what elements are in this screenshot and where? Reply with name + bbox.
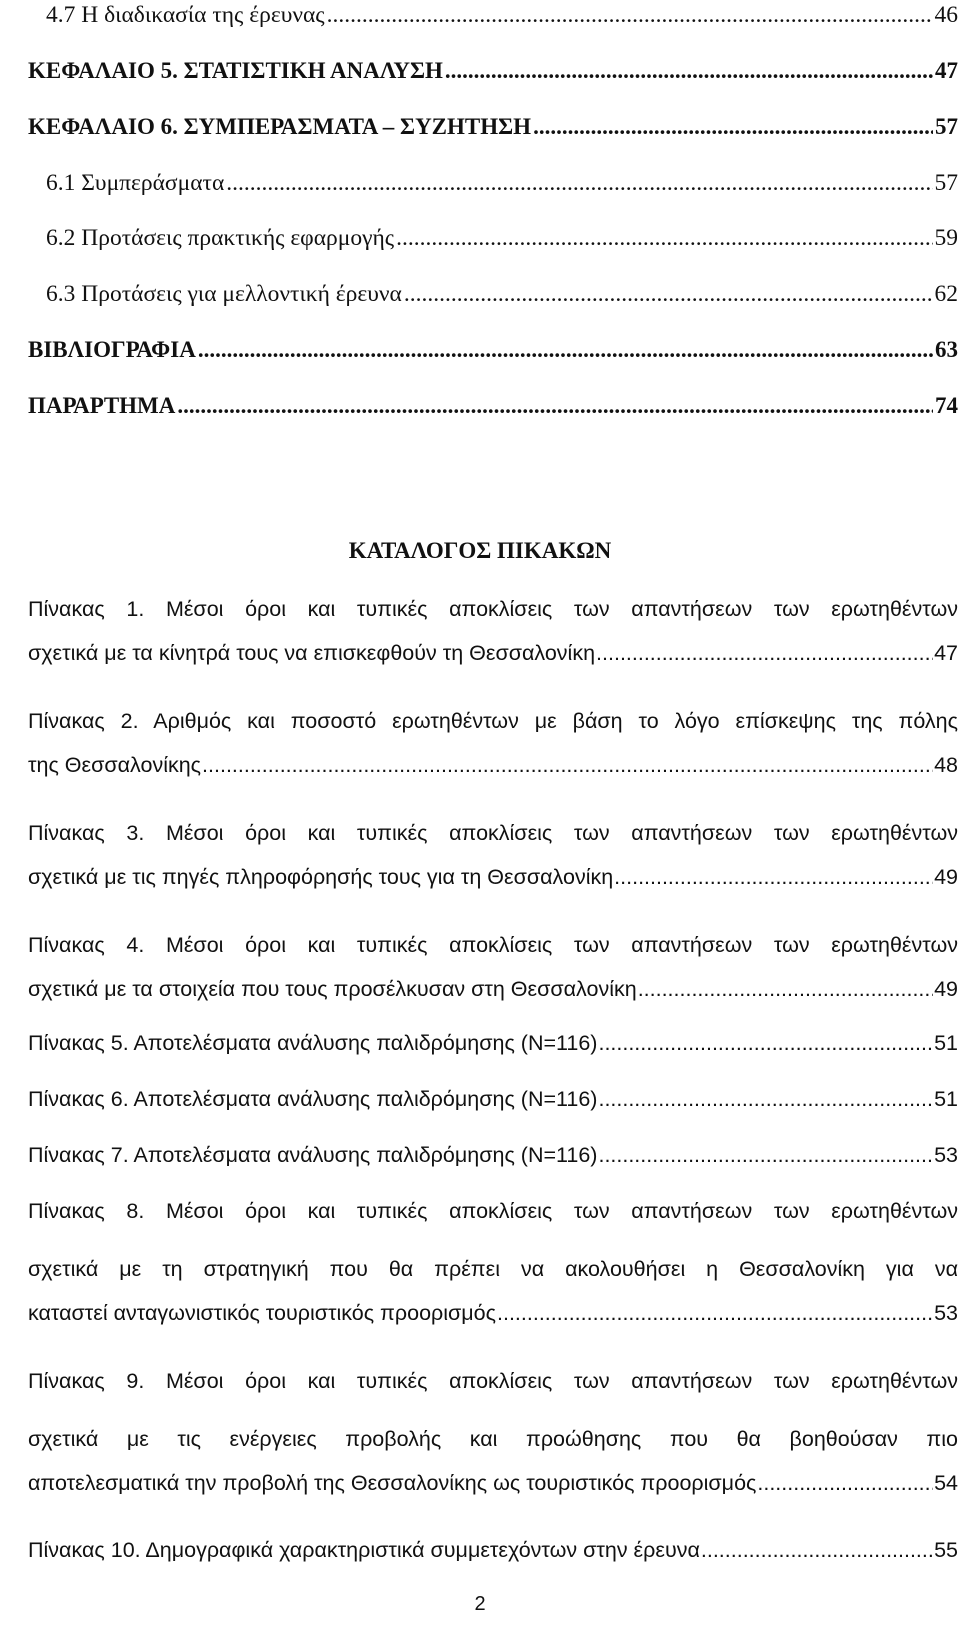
toc-entry-page: 59	[934, 225, 958, 251]
entry-label: Πίνακας 5. Αποτελέσματα ανάλυσης παλιδρόμησης (N=116)	[28, 1031, 598, 1055]
table-list-entry	[28, 1084, 958, 1114]
entry-last-line	[28, 1298, 958, 1328]
dot-leader	[396, 223, 932, 253]
toc-entry	[28, 56, 958, 86]
dot-leader	[327, 0, 933, 30]
toc-entry-label: ΚΕΦΑΛΑΙΟ 5. ΣΤΑΤΙΣΤΙΚΗ ΑΝΑΛΥΣΗ	[28, 58, 443, 83]
entry-label: Πίνακας 7. Αποτελέσματα ανάλυσης παλιδρόμησης (N=116)	[28, 1143, 598, 1167]
table-list-entry	[28, 580, 958, 668]
dot-leader	[596, 638, 933, 668]
entry-page: 53	[934, 1143, 958, 1167]
dot-leader	[404, 279, 933, 309]
entry-page: 47	[934, 641, 958, 665]
entry-last-line	[28, 1140, 958, 1170]
entry-line: Πίνακας 2. Αριθμός και ποσοστό ερωτηθέντων με βάση το λόγο επίσκεψης της πόλης	[28, 709, 958, 733]
table-list-entry	[28, 1352, 958, 1498]
toc-entry	[46, 0, 958, 30]
toc-entry-page: 74	[935, 393, 958, 418]
toc-entry-page: 62	[934, 281, 958, 307]
entry-label: αποτελεσματικά την προβολή της Θεσσαλονίκης ως τουριστικός προορισμός	[28, 1471, 757, 1495]
toc-entry	[46, 168, 958, 198]
table-list-entry	[28, 804, 958, 892]
entry-page: 54	[934, 1471, 958, 1495]
toc-entry-label: 6.1 Συμπεράσματα	[46, 170, 225, 196]
list-of-tables-heading: ΚΑΤΑΛΟΓΟΣ ΠΙΚΑΚΩΝ	[348, 538, 612, 563]
dot-leader	[614, 862, 933, 892]
entry-line: Πίνακας 3. Μέσοι όροι και τυπικές αποκλίσεις των απαντήσεων των ερωτηθέντων	[28, 821, 958, 845]
entry-line: σχετικά με τις ενέργειες προβολής και προώθησης που θα βοηθούσαν πιο	[28, 1427, 958, 1451]
table-list-entry	[28, 692, 958, 780]
toc-entry-page: 46	[934, 2, 958, 28]
toc-entry-page: 63	[935, 337, 958, 362]
table-list-entry	[28, 916, 958, 1004]
entry-last-line	[28, 1084, 958, 1114]
toc-entry	[28, 335, 958, 365]
entry-page: 49	[934, 865, 958, 889]
dot-leader	[598, 1028, 933, 1058]
dot-leader	[198, 335, 933, 365]
toc-entry-label: ΒΙΒΛΙΟΓΡΑΦΙΑ	[28, 337, 196, 362]
entry-label: σχετικά με τα κίνητρά τους να επισκεφθούν τη Θεσσαλονίκη	[28, 641, 596, 665]
entry-last-line	[28, 1535, 958, 1565]
entry-line: Πίνακας 1. Μέσοι όροι και τυπικές αποκλίσεις των απαντήσεων των ερωτηθέντων	[28, 597, 958, 621]
table-list-entry	[28, 1182, 958, 1328]
toc-entry-page: 47	[935, 58, 958, 83]
dot-leader	[445, 56, 933, 86]
entry-page: 53	[934, 1301, 958, 1325]
entry-label: της Θεσσαλονίκης	[28, 753, 202, 777]
dot-leader	[533, 112, 933, 142]
toc-entry	[28, 391, 958, 421]
dot-leader	[701, 1535, 933, 1565]
entry-line: Πίνακας 4. Μέσοι όροι και τυπικές αποκλίσεις των απαντήσεων των ερωτηθέντων	[28, 933, 958, 957]
toc-entry	[46, 223, 958, 253]
toc-entry-page: 57	[935, 114, 958, 139]
entry-label: σχετικά με τις πηγές πληροφόρησής τους για τη Θεσσαλονίκη	[28, 865, 614, 889]
entry-line: σχετικά με τη στρατηγική που θα πρέπει να ακολουθήσει η Θεσσαλονίκη για να	[28, 1257, 958, 1281]
dot-leader	[202, 750, 933, 780]
toc-entry-page: 57	[934, 170, 958, 196]
toc-entry-label: 4.7 Η διαδικασία της έρευνας	[46, 2, 325, 28]
table-list-entry	[28, 1140, 958, 1170]
entry-label: Πίνακας 10. Δημογραφικά χαρακτηριστικά συμμετεχόντων στην έρευνα	[28, 1538, 700, 1562]
dot-leader	[598, 1140, 933, 1170]
dot-leader	[497, 1298, 933, 1328]
entry-last-line	[28, 1468, 958, 1498]
entry-page: 49	[934, 977, 958, 1001]
entry-label: καταστεί ανταγωνιστικός τουριστικός προορισμός	[28, 1301, 497, 1325]
entry-last-line	[28, 1028, 958, 1058]
entry-last-line	[28, 862, 958, 892]
entry-last-line	[28, 750, 958, 780]
dot-leader	[598, 1084, 933, 1114]
toc-entry-label: 6.2 Προτάσεις πρακτικής εφαρμογής	[46, 225, 395, 251]
entry-page: 51	[934, 1031, 958, 1055]
entry-page: 55	[934, 1538, 958, 1562]
entry-label: Πίνακας 6. Αποτελέσματα ανάλυσης παλιδρόμησης (N=116)	[28, 1087, 598, 1111]
toc-entry	[46, 279, 958, 309]
table-list-entry	[28, 1535, 958, 1565]
entry-last-line	[28, 638, 958, 668]
table-list-entry	[28, 1028, 958, 1058]
page-number: 2	[474, 1593, 486, 1615]
toc-entry	[28, 112, 958, 142]
entry-page: 48	[934, 753, 958, 777]
entry-line: Πίνακας 8. Μέσοι όροι και τυπικές αποκλίσεις των απαντήσεων των ερωτηθέντων	[28, 1199, 958, 1223]
entry-last-line	[28, 974, 958, 1004]
toc-entry-label: ΚΕΦΑΛΑΙΟ 6. ΣΥΜΠΕΡΑΣΜΑΤΑ – ΣΥΖΗΤΗΣΗ	[28, 114, 532, 139]
entry-page: 51	[934, 1087, 958, 1111]
toc-entry-label: ΠΑΡΑΡΤΗΜΑ	[28, 393, 176, 418]
toc-entry-label: 6.3 Προτάσεις για μελλοντική έρευνα	[46, 281, 402, 307]
dot-leader	[638, 974, 933, 1004]
entry-label: σχετικά με τα στοιχεία που τους προσέλκυσαν στη Θεσσαλονίκη	[28, 977, 637, 1001]
dot-leader	[226, 168, 932, 198]
entry-line: Πίνακας 9. Μέσοι όροι και τυπικές αποκλίσεις των απαντήσεων των ερωτηθέντων	[28, 1369, 958, 1393]
dot-leader	[757, 1468, 933, 1498]
dot-leader	[177, 391, 933, 421]
